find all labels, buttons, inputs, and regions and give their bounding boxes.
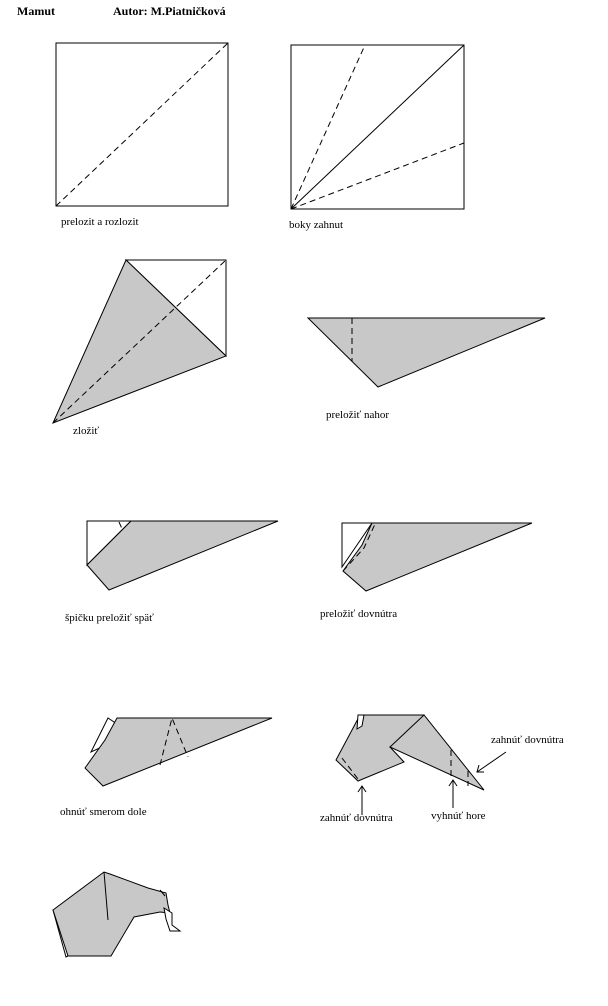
step7-label: ohnúť smerom dole: [60, 806, 147, 818]
step6-figure: [342, 523, 532, 591]
step3-figure: [53, 260, 226, 423]
step7-figure: [85, 718, 272, 786]
step4-figure: [308, 318, 545, 387]
mammoth-trunk-tip: [164, 908, 180, 931]
step6-label: preložiť dovnútra: [320, 608, 398, 620]
step4-shape: [308, 318, 545, 387]
diagram-title: Mamut: [17, 4, 55, 18]
step3-label: zložiť: [73, 425, 100, 437]
step8-arrow-trunk: [477, 752, 506, 772]
step5-label: špičku preložiť späť: [65, 612, 154, 624]
author-line: Autor: M.Piatničková: [113, 4, 226, 18]
step1-label: prelozit a rozlozit: [61, 216, 139, 228]
step8-label-body: zahnúť dovnútra: [320, 812, 393, 824]
mammoth-body: [53, 872, 170, 956]
step8-figure: [336, 715, 506, 815]
step4-label: preložiť nahor: [326, 409, 390, 421]
step7-shape: [85, 718, 272, 786]
step5-figure: [87, 521, 278, 590]
step2-label: boky zahnut: [289, 219, 344, 231]
step2-figure: [291, 45, 464, 209]
step8-label-lift: vyhnúť hore: [431, 810, 486, 822]
step8-label-trunk: zahnúť dovnútra: [491, 734, 564, 746]
step9-mammoth: [53, 872, 180, 957]
step1-figure: [56, 43, 228, 206]
step6-shape: [343, 523, 532, 591]
